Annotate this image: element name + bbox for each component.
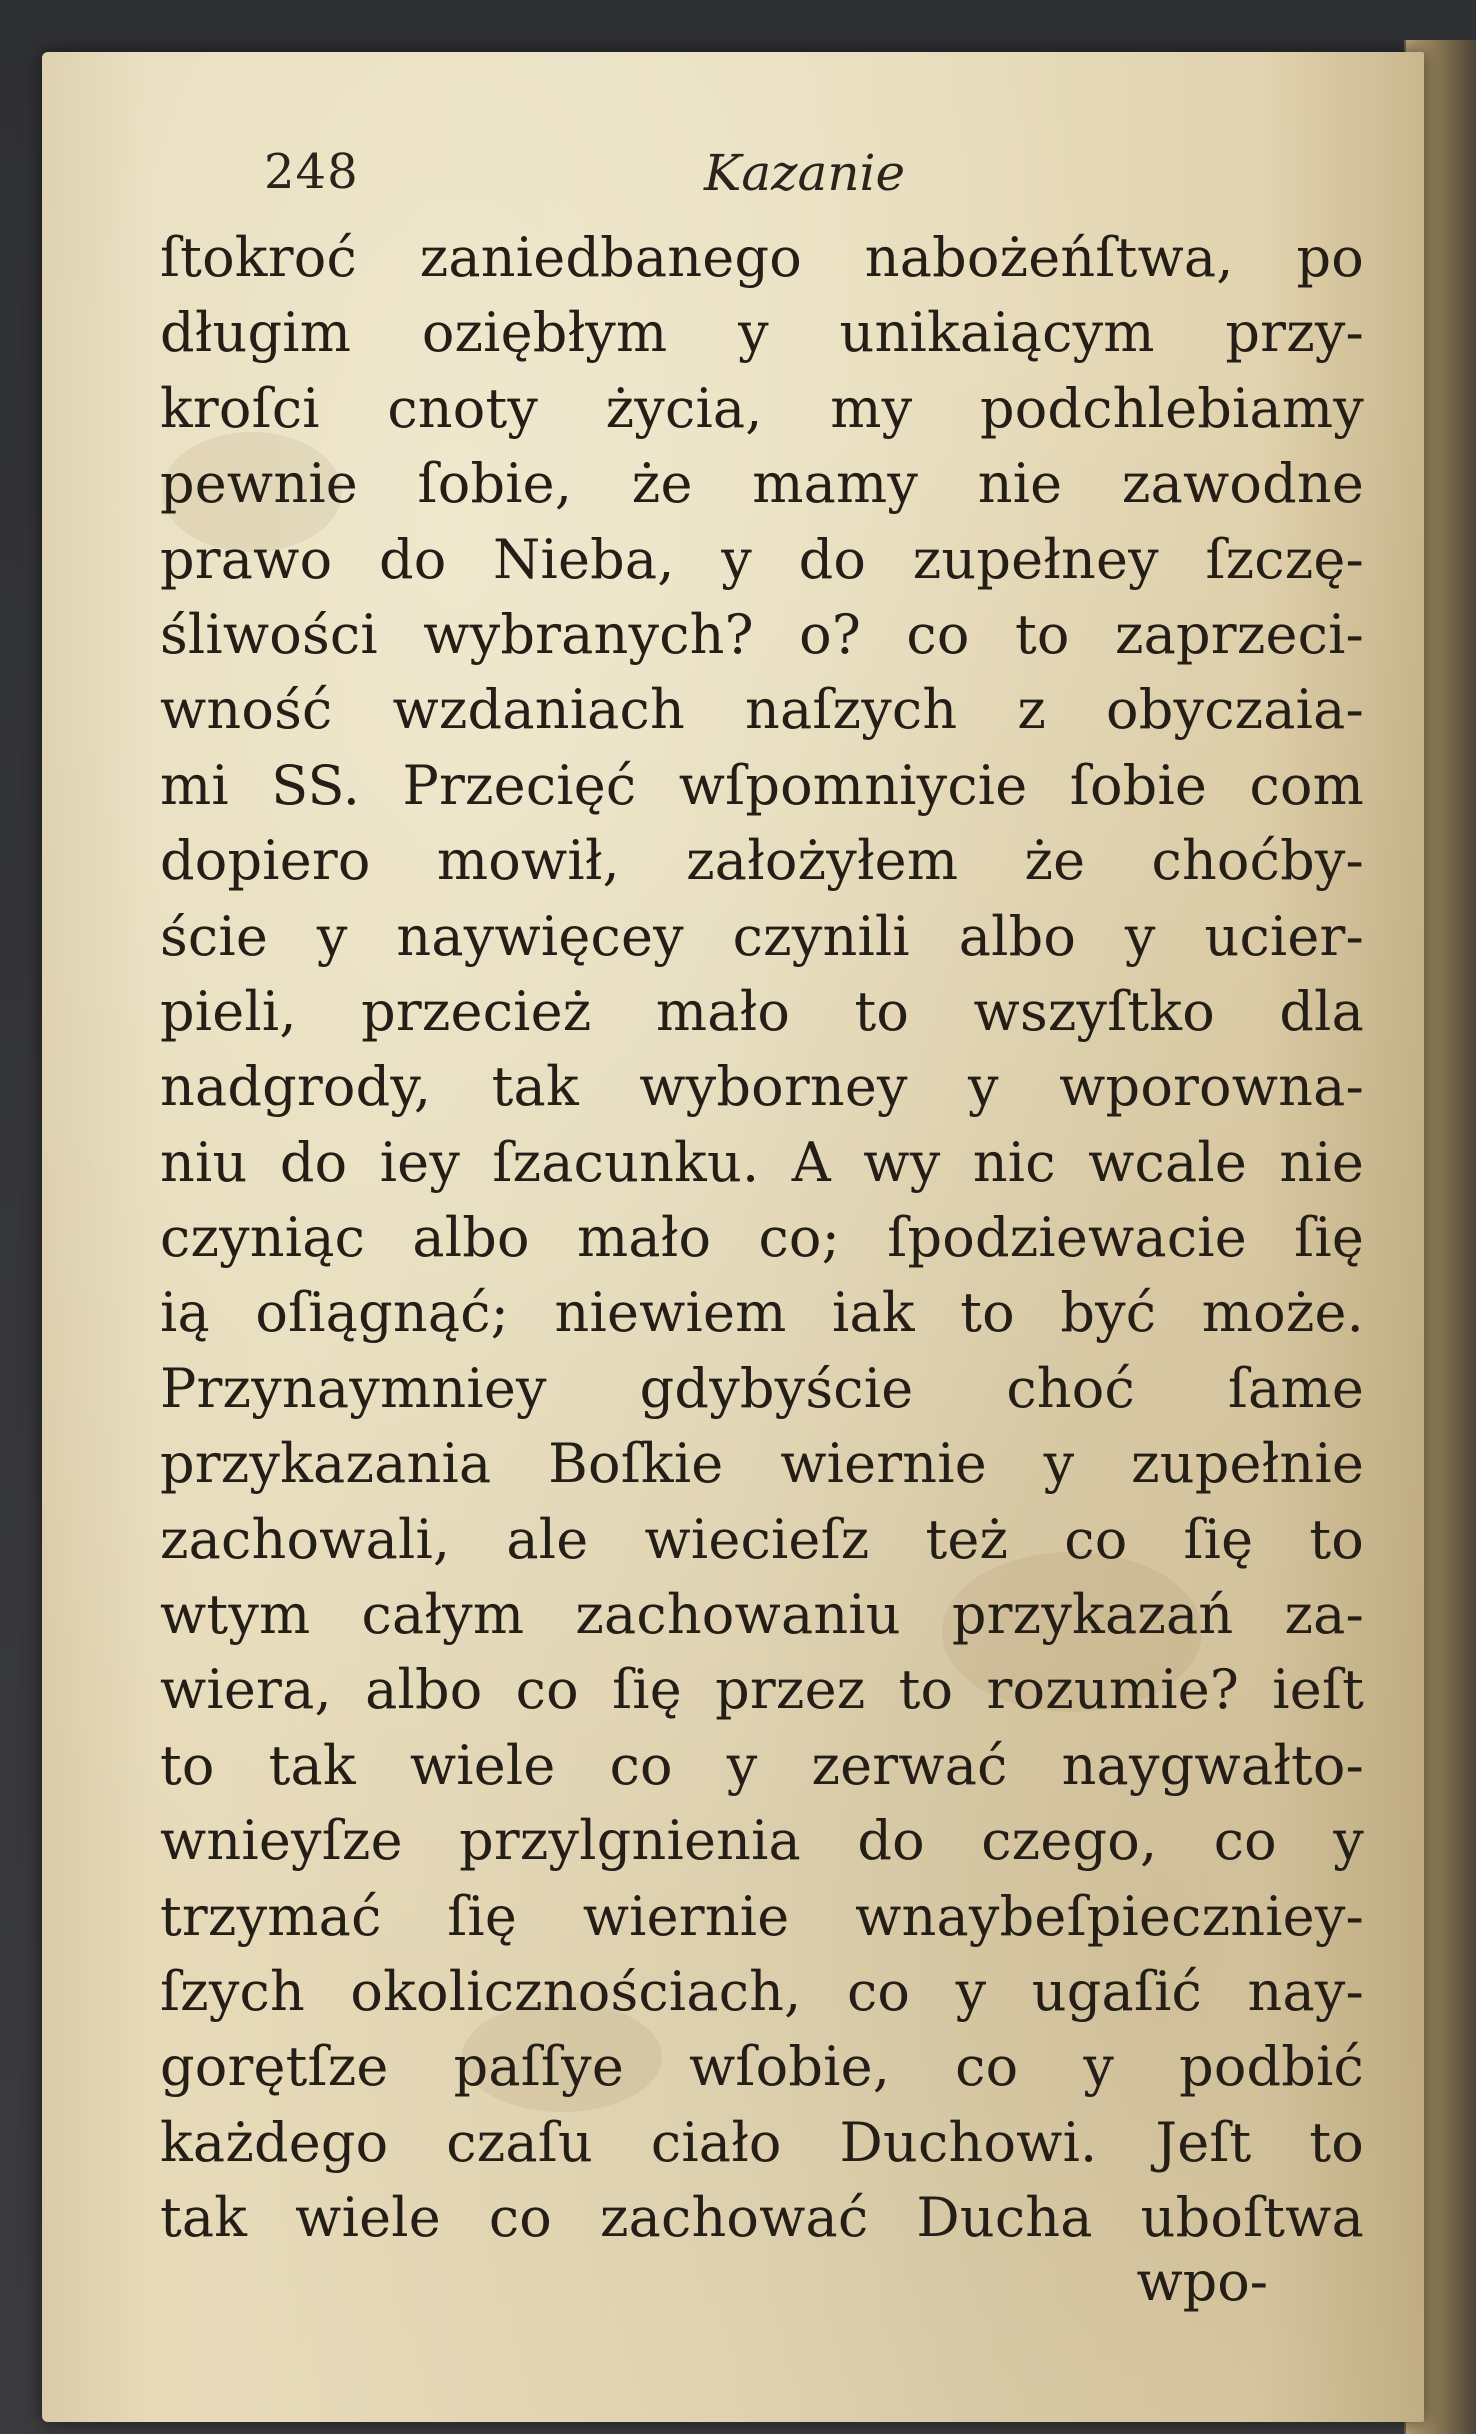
text-line: ią oſiągnąć; niewiem iak to być może. (160, 1281, 1364, 1345)
text-line: mi SS. Przecięć wſpomniycie ſobie com (160, 753, 1364, 817)
text-line: niu do iey ſzacunku. A wy nic wcale nie (160, 1130, 1364, 1194)
text-line: przykazania Boſkie wiernie y zupełnie (160, 1432, 1364, 1496)
text-line: wność wzdaniach naſzych z obyczaia- (160, 678, 1364, 742)
page-number: 248 (264, 144, 359, 200)
text-line: wnieyſze przylgnienia do czego, co y (160, 1809, 1364, 1873)
text-line: ście y naywięcey czynili albo y ucier- (160, 904, 1364, 968)
text-line: każdego czaſu ciało Duchowi. Jeſt to (160, 2110, 1364, 2174)
text-line: prawo do Nieba, y do zupełney ſzczę- (160, 527, 1364, 591)
catchword: wpo- (1136, 2250, 1268, 2313)
text-line: Przynaymniey gdybyście choć ſame (160, 1356, 1364, 1420)
text-line: ſtokroć zaniedbanego nabożeńſtwa, po (160, 226, 1364, 289)
text-line: wiera, albo co ſię przez to rozumie? ieſt (160, 1658, 1364, 1722)
text-line: wtym całym zachowaniu przykazań za- (160, 1583, 1364, 1647)
page-header (42, 52, 1424, 202)
text-line: gorętſze paſſye wſobie, co y podbić (160, 2035, 1364, 2099)
text-line: tak wiele co zachować Ducha uboſtwa (160, 2186, 1364, 2250)
text-line: zachowali, ale wiecieſz też co ſię to (160, 1507, 1364, 1571)
text-line: długim oziębłym y unikaiącym przy- (160, 301, 1364, 365)
text-line: to tak wiele co y zerwać naygwałto- (160, 1733, 1364, 1797)
text-line: dopiero mowił, założyłem że choćby- (160, 829, 1364, 893)
text-line: kroſci cnoty życia, my podchlebiamy (160, 376, 1364, 440)
text-line: trzymać ſię wiernie wnaybeſpieczniey- (160, 1884, 1364, 1948)
text-line: pieli, przecież mało to wszyſtko dla (160, 979, 1364, 1043)
text-line: śliwości wybranych? o? co to zaprzeci- (160, 602, 1364, 666)
text-line: nadgrody, tak wyborney y wporowna- (160, 1055, 1364, 1119)
body-text (160, 220, 1364, 2256)
running-head: Kazanie (704, 144, 906, 202)
book-page (42, 52, 1424, 2422)
text-line: pewnie ſobie, że mamy nie zawodne (160, 452, 1364, 516)
text-line: czyniąc albo mało co; ſpodziewacie ſię (160, 1206, 1364, 1270)
text-line: ſzych okolicznościach, co y ugaſić nay- (160, 1959, 1364, 2023)
